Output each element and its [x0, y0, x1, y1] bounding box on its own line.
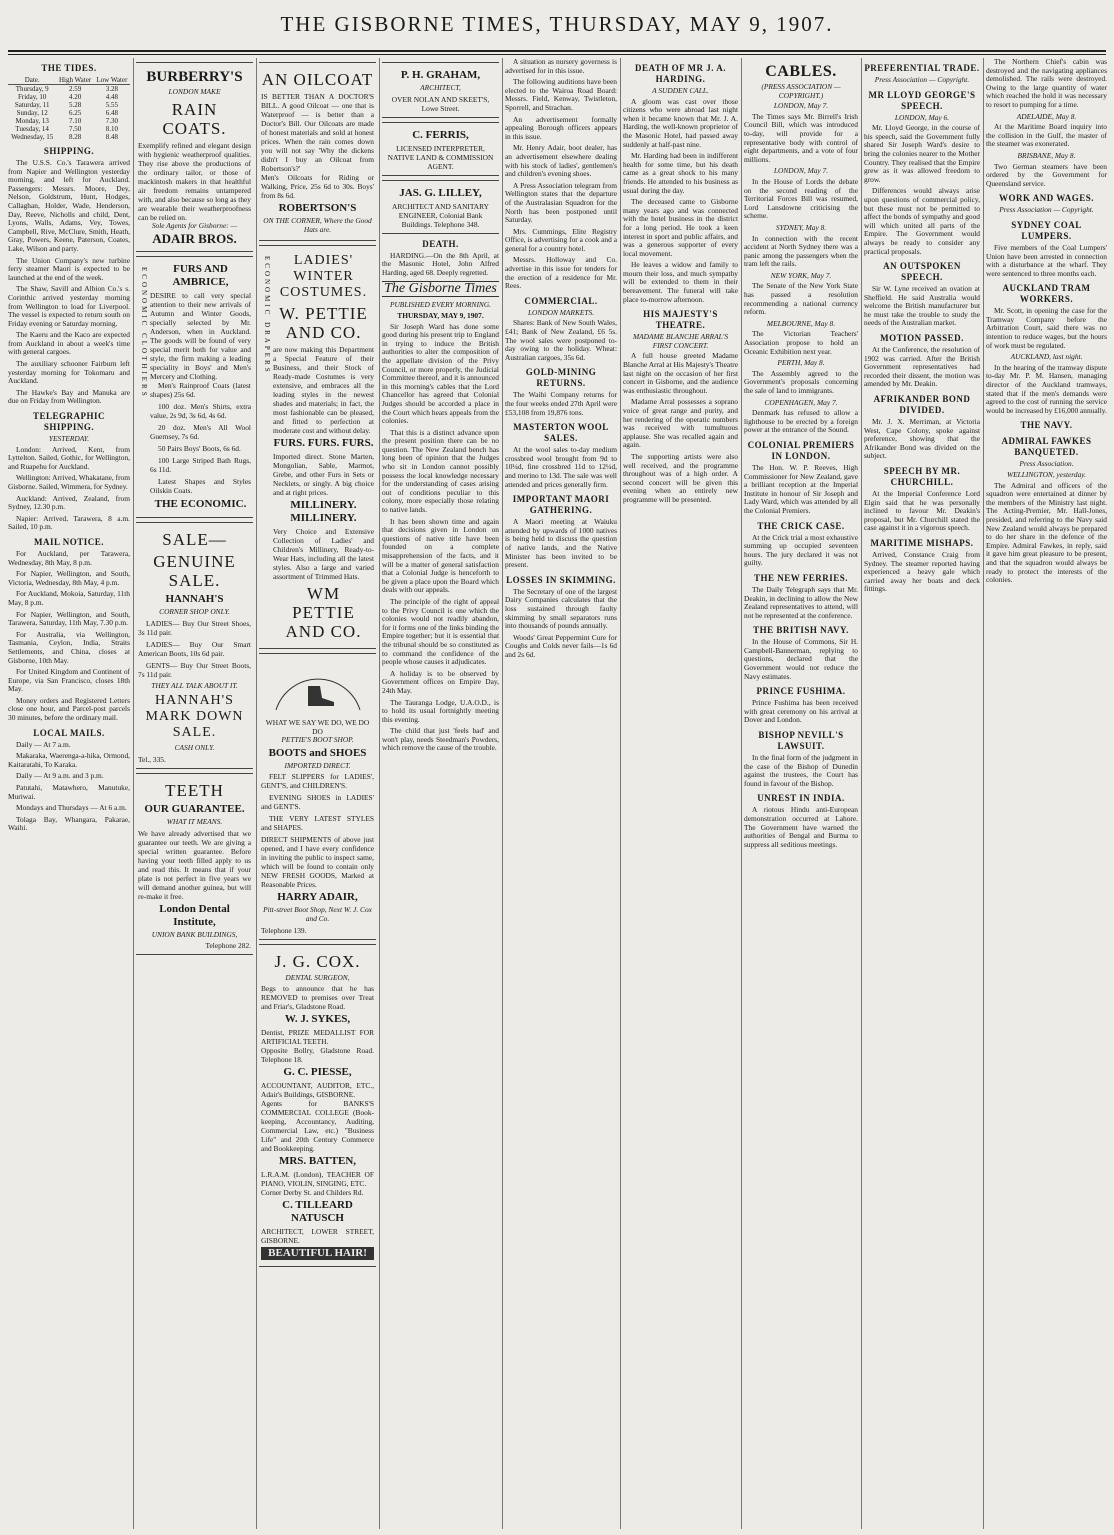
- column-rule: [502, 58, 503, 1529]
- column-2: [136, 58, 253, 1529]
- local-item: The following auditions have been elected to the Wairoa Road Board: Messrs. Field, Kenway, Twistleton, Sporrell, and Strachan.: [505, 77, 617, 112]
- editorial-paragraph: The principle of the right of appeal to the Privy Council is one which the colonies would not readily abandon, for it forms one of the links binding the Empire together; but it is essential that the tribunal should be so constituted as to command the confidence of the people whose causes it adjudicates.: [382, 596, 499, 667]
- tides-cell: Friday, 10: [18, 93, 47, 101]
- lloyd-heading: MR LLOYD GEORGE'S SPEECH.: [868, 89, 976, 111]
- afrikander-text: Mr. J. X. Merriman, at Victoria West, Cape Colony, spoke against preference, showing that the Afrikander Bond was divided on the subject.: [864, 417, 980, 461]
- tides-table: [8, 76, 130, 141]
- local-mail-line: Makaraka, Waerenga-a-hika, Ormond, Kaitaratahi, To Karaka.: [8, 751, 130, 769]
- fawkes-heading: ADMIRAL FAWKES BANQUETED.: [1001, 436, 1092, 458]
- clothiers-label: ECONOMIC CLOTHIERS: [140, 267, 148, 399]
- adelaide-text: At the Maritime Board inquiry into the collision in the Gulf, the master of the steamer was exonerated.: [986, 122, 1107, 149]
- boot-shop-ad: [259, 653, 376, 939]
- local-mails-heading: LOCAL MAILS.: [33, 727, 105, 738]
- local-item: A Press Association telegram from Wellington states that the departure of the Australasian Squadron for the North has been postponed until Saturday.: [505, 180, 617, 225]
- editorial-paragraph: It has been shown time and again that decisions given in London on questions of native title have been founded on a complete misapprehension of the facts, and it will be a matter of general satisfaction that a Colonial Judge is henceforth to be given a place upon the Board which deals with our appeals.: [382, 516, 499, 595]
- furs-list-item: 100 Large Striped Bath Rugs, 6s 11d.: [150, 456, 251, 475]
- hannah-list-item: LADIES— Buy Our Street Shoes, 3s 11d pair.: [138, 618, 251, 637]
- commercial-text: Shares: Bank of New South Wales, £41; Bank of New Zealand, £6 5s. The wool sales were postponed to-day owing to the holiday. Wheat: Australian cargoes, 35s 6d.: [505, 318, 617, 362]
- ferries-text: The Daily Telegraph says that Mr. Deakin, in declining to allow the New Zealand representatives to attend, will not be represented at the conference.: [744, 584, 858, 620]
- pettie-ad: [259, 245, 376, 649]
- graham-ad: [382, 62, 499, 118]
- ferris-heading: C. FERRIS,: [412, 128, 469, 141]
- preferential-heading: PREFERENTIAL TRADE.: [864, 63, 980, 73]
- masterton-heading: MASTERTON WOOL SALES.: [513, 422, 609, 444]
- pettie-text: are now making this Department a Special Feature of their Business, and their Stock of Ready-made Costumes is very extensive, and embraces all the leading styles in the newest shades and materials; in fact, the most fashionable can be pleased, and fitted to perfection at moderate cost and without delay.: [273, 345, 374, 436]
- batten-heading: MRS. BATTEN,: [278, 1155, 357, 1168]
- boot-slogan: WHAT WE SAY WE DO, WE DO DO: [265, 718, 370, 737]
- burberry-text: Exemplify refined and elegant design with hygienic weatherproof qualities. They rise above the productions of the ordinary tailor, or those of mackintosh makers in that healthful air freedom remains untampered with, and also because so long as they are wearable their weatherproofness can be relied on.: [138, 140, 251, 222]
- outspoken-text: Sir W. Lyne received an ovation at Sheffield. He said Australia would welcome the British manufacturer but he must take the trouble to study the needs of the Australian market.: [864, 284, 980, 328]
- furs-text: Imported direct. Stone Marten, Mongolian, Sable, Marmot, Grebe, and other Furs in Sets or Necklets, or singly. A big choice and at right prices.: [273, 452, 374, 498]
- markdown-tel: Tel., 335.: [138, 754, 166, 764]
- local-mail-line: Daily — At 9 a.m. and 3 p.m.: [16, 771, 104, 781]
- harding-paragraph: Mr. Harding had been in indifferent health for some time, but his death came as a great shock to his many friends. He attended to his business as usual during the day.: [623, 151, 738, 195]
- tides-row: [8, 109, 130, 117]
- markdown-sub: CASH ONLY.: [174, 743, 215, 753]
- tides-cell: 6.25: [68, 109, 82, 117]
- unrest-text: A riotous Hindu anti-European demonstration occurred at Lahore. The Government have warned the authorities of Bengal and Burma to suppress all seditious meetings.: [744, 805, 858, 849]
- burberry-agents: Sole Agents for Gisborne: —: [151, 220, 238, 230]
- boots-list-item: EVENING SHOES in LADIES' and GENT'S.: [261, 793, 374, 812]
- cable-dateline: PERTH, May 8.: [777, 358, 825, 368]
- harding-text: [623, 98, 738, 305]
- lilley-heading: JAS. G. LILLEY,: [399, 186, 482, 199]
- hannah-list-item: LADIES— Buy Our Smart American Boots, 10s 6d pair.: [138, 639, 251, 658]
- guarantee-text: We have already advertised that we guarantee our teeth. We are giving a special written guarantee. Before having your teeth filled apply to us and read this. It means that if your plate is not perfect in five years we will demand another guinea, but will re-make it free.: [138, 828, 251, 901]
- tides-row: [8, 93, 130, 101]
- tides-cell: Sunday, 12: [16, 109, 48, 117]
- navy-cable-heading: THE BRITISH NAVY.: [753, 625, 849, 636]
- column-rule: [379, 58, 380, 1529]
- mail-heading: MAIL NOTICE.: [33, 536, 104, 547]
- motion-heading: MOTION PASSED.: [880, 333, 964, 344]
- hannah-list-item: GENTS— Buy Our Street Boots, 7s 11d pair.: [138, 660, 251, 679]
- talk-text: THEY ALL TALK ABOUT IT.: [151, 680, 238, 690]
- cables-heading: CABLES.: [765, 63, 837, 80]
- afrikander-heading: AFRIKANDER BOND DIVIDED.: [873, 394, 971, 416]
- brisbane-text: Two German steamers have been ordered by the Government for Queensland service.: [986, 161, 1107, 188]
- piesse-heading: G. C. PIESSE,: [283, 1066, 352, 1079]
- shipping-paragraph: The Hawke's Bay and Manuka are due on Friday from Wellington.: [8, 387, 130, 406]
- ferris-ad: [382, 122, 499, 176]
- oilcoat-prices: Men's Oilcoats for Riding or Walking, Price, 25s 6d to 30s. Boys' from 8s 6d.: [261, 173, 374, 200]
- millinery-text: Very Choice and Extensive Collection of Ladies' and Children's Millinery, Ready-to-Wear Hats, including all the latest styles. Also a large and varied assortment of Trimmed Hats.: [273, 527, 374, 582]
- local-item: Mr. Henry Adair, boot dealer, has an advertisement elsewhere dealing with his stock of ladies', gentlemen's and children's evening shoes.: [505, 143, 617, 179]
- harding-paragraph: A gloom was cast over those citizens who were abroad last night when it became known that Mr. J. A. Harding, the well-known proprietor of the Masonic Hotel, had passed away suddenly at half-past nine.: [623, 96, 738, 149]
- losses-text: The Secretary of one of the largest Dairy Companies calculates that the loss sustained through faulty skimming by small separators runs into thousands of pounds annually.: [505, 586, 617, 631]
- oilcoat-text: IS BETTER THAN A DOCTOR'S BILL. A good Oilcoat — one that is Waterproof — is better than a Doctor's Bill. Our Oilcoats are made of honest materials and sold at honest prices. When the rain comes down you will not say 'Why the dickens didn't I buy an Oilcoat from Robertson's?': [261, 92, 374, 173]
- hannah-list: [138, 619, 251, 679]
- piesse-sub: ACCOUNTANT, AUDITOR, ETC., Adair's Buildings, GISBORNE.: [261, 1081, 374, 1100]
- lilley-ad: [382, 180, 499, 234]
- paper-title: The Gisborne Times: [382, 281, 499, 297]
- maori-heading: IMPORTANT MAORI GATHERING.: [512, 494, 610, 516]
- theatre-sub: MADAME BLANCHE ARRAL'S FIRST CONCERT.: [632, 332, 729, 350]
- cox-ad: [259, 944, 376, 1268]
- natusch-heading: C. TILLEARD NATUSCH: [282, 1199, 353, 1225]
- crick-text: At the Crick trial a most exhaustive summing up occupied seventeen hours. The jury declared it was not guilty.: [744, 532, 858, 568]
- tides-cell: 3.28: [105, 85, 119, 93]
- tides-row: [8, 125, 130, 133]
- local-mail-line: Patutahi, Matawhero, Manutuke, Muriwai.: [8, 783, 130, 801]
- cox-sub: DENTAL SURGEON,: [285, 972, 350, 982]
- local-item: Mrs. Cummings, Elite Registry Office, is advertising for a cook and a general for a country hotel.: [505, 226, 617, 253]
- fawkes-text: The Admiral and officers of the squadron were entertained at dinner by the members of the Ministry last night. The Acting-Premier, Mr. Hall-Jones, presided, and referring to the Navy said New Zealand would always be prepared to do her share in the defence of the Empire. Admiral Fawkes, in reply, said it gave him great pleasure to be present, and that the squadron would always be ready to protect the interests of the colonies.: [986, 480, 1107, 585]
- column-rule: [861, 58, 862, 1529]
- cable-text: The Times says Mr. Birrell's Irish Council Bill, which was introduced to-day, will provide for a representative body with control of eight departments, and a vote of four millions.: [744, 111, 858, 164]
- death-heading: DEATH.: [422, 238, 459, 249]
- adair-name: HARRY ADAIR,: [277, 891, 358, 904]
- theatre-heading: HIS MAJESTY'S THEATRE.: [643, 309, 718, 331]
- boots-list-item: THE VERY LATEST STYLES and SHAPES.: [261, 814, 374, 833]
- tides-cell: 7.30: [105, 117, 119, 125]
- column-9: [986, 58, 1107, 1529]
- cable-text: In the House of Lords the debate on the second reading of the Territorial Forces Bill was resumed, Lord Lansdowne criticising the scheme.: [744, 176, 858, 221]
- hannah-heading: HANNAH'S: [165, 593, 224, 606]
- cox-heading: J. G. COX.: [274, 951, 361, 971]
- lilley-sub: ARCHITECT AND SANITARY ENGINEER, Colonial Bank Buildings. Telephone 348.: [392, 201, 489, 229]
- telegraphic-paragraph: Wellington: Arrived, Whakatane, from Gisborne. Sailed, Wimmera, for Sydney.: [8, 473, 130, 491]
- furs-list-item: Men's Rainproof Coats (latest shapes) 25s 6d.: [150, 381, 251, 400]
- mail-paragraph: For Auckland, Mokoia, Saturday, 11th May, 8 p.m.: [8, 589, 130, 607]
- tides-cell: 4.20: [68, 93, 82, 101]
- masthead-rule: [8, 50, 1106, 55]
- adair-address: Pitt-street Boot Shop, Next W. J. Cox and Co.: [263, 905, 372, 923]
- tides-cell: Tuesday, 14: [15, 125, 49, 133]
- fushimi-text: Prince Fushima has been received with great ceremony on his arrival at Dover and London.: [744, 698, 858, 725]
- death-text: HARDING.—On the 8th April, at the Masonic Hotel, John Alfred Harding, aged 68. Deeply regretted.: [382, 250, 499, 277]
- tides-row: [8, 117, 130, 125]
- mail-paragraph: For Napier, Wellington, and South, Tarawera, Saturday, 11th May, 7.30 p.m.: [8, 609, 130, 628]
- furs-heading: FURS. FURS. FURS.: [273, 437, 374, 450]
- masthead-title: THE GISBORNE TIMES, THURSDAY, MAY 9, 1907.: [280, 12, 834, 36]
- guarantee-sub: WHAT IT MEANS.: [166, 816, 223, 826]
- harding-paragraph: The deceased came to Gisborne many years ago and was connected with the hotel business in the district for a long period. He took a keen interest in sport and public affairs, and was a generous supporter of every local movement.: [623, 197, 738, 258]
- tides-cell: 7.10: [68, 117, 82, 125]
- local-mail-line: Mondays and Thursdays — At 6 a.m.: [16, 803, 127, 813]
- sykes-address: Opposite Bollry, Gladstone Road. Telephone 18.: [261, 1046, 374, 1065]
- shipping-paragraph: The auxiliary schooner Fairburn left yesterday morning for Tokomaru and Auckland.: [8, 359, 130, 386]
- markdown-heading: HANNAH'S MARK DOWN SALE.: [145, 693, 244, 741]
- economic-label: THE ECONOMIC.: [154, 498, 247, 511]
- sale-heading: SALE—: [162, 530, 227, 550]
- mail-paragraph: Money orders and Registered Letters close one hour, and Parcel-post parcels 30 minutes, before the ordinary mail.: [8, 695, 130, 723]
- column-rule: [620, 58, 621, 1529]
- telegraphic-paragraph: Auckland: Arrived, Zealand, from Sydney, 12.30 p.m.: [8, 493, 130, 512]
- cable-dateline: SYDNEY, May 8.: [775, 222, 827, 232]
- tides-column-header: Low Water: [94, 76, 130, 85]
- motion-text: At the Conference, the resolution of 1902 was carried. After the British Government representatives had recorded their dissent, the motion was amended by Mr. Deakin.: [864, 345, 980, 389]
- telegraphic-paragraph: London: Arrived, Kent, from Lyttelton. Sailed, Gothic, for Wellington, and Ruapehu for Auckland.: [8, 444, 130, 471]
- cable-dateline: NEW YORK, May 7.: [770, 270, 832, 280]
- guarantee-heading: OUR GUARANTEE.: [144, 802, 245, 815]
- commercial-sub: LONDON MARKETS.: [527, 307, 595, 317]
- column-rule: [983, 58, 984, 1529]
- beautiful-hair-label: BEAUTIFUL HAIR!: [261, 1247, 374, 1260]
- mail-paragraph: For Australia, via Wellington, Tasmania, Ceylon, India, Straits Settlements, and China, closes at Gisborne, 10th May.: [8, 629, 130, 665]
- gold-text: The Waihi Company returns for the four weeks ended 27th April were £53,108 from 19,876 tons.: [505, 390, 617, 417]
- column-6: [623, 58, 738, 1529]
- tides-cell: 5.55: [105, 101, 119, 109]
- telegraphic-text: [8, 446, 130, 532]
- outspoken-heading: AN OUTSPOKEN SPEECH.: [883, 261, 961, 283]
- maritime-text: Arrived, Constance Craig from Sydney. The steamer reported having experienced a heavy gale which carried away her boats and deck fittings.: [864, 549, 980, 594]
- column-4: [382, 58, 499, 1529]
- boots-sub: IMPORTED DIRECT.: [284, 760, 351, 770]
- mail-paragraph: For United Kingdom and Continent of Europe, via San Francisco, closes 18th May.: [8, 667, 130, 694]
- institute-tel: Telephone 282.: [205, 941, 251, 951]
- nevill-heading: BISHOP NEVILL'S LAWSUIT.: [758, 730, 844, 752]
- sykes-sub: Dentist, PRIZE MEDALLIST FOR ARTIFICIAL TEETH.: [261, 1028, 374, 1047]
- sykes-heading: W. J. SYKES,: [284, 1013, 351, 1026]
- batten-address: Corner Derby St. and Childers Rd.: [261, 1188, 364, 1198]
- tides-cell: 5.28: [68, 101, 82, 109]
- graham-sub: ARCHITECT,: [420, 83, 461, 92]
- tides-cell: Thursday, 9: [15, 85, 49, 93]
- harding-heading: DEATH OF MR J. A. HARDING.: [635, 63, 726, 84]
- shipping-heading: SHIPPING.: [43, 146, 95, 156]
- tides-cell: 2.59: [68, 85, 82, 93]
- harding-sub: A SUDDEN CALL.: [652, 86, 709, 95]
- shipping-paragraph: The Shaw, Savill and Albion Co.'s s. Corinthic arrived yesterday morning from Wellington to load for Liverpool. The vessel is expected to return south on Friday evening or Saturday morning.: [8, 284, 130, 328]
- cable-dateline: COPENHAGEN, May 7.: [764, 397, 838, 407]
- auckland-heading: AUCKLAND TRAM WORKERS.: [1002, 283, 1091, 305]
- masterton-text: At the wool sales to-day medium crossbred wool brought from 9d to 10¼d, fine crossbred 11d to 12¼d, and merino to 13d. The sale was well attended and prices generally firm.: [505, 445, 617, 489]
- lloyd-text: [864, 124, 980, 256]
- theatre-paragraph: Madame Arral possesses a soprano voice of great range and purity, and her rendering of the operatic numbers was received with tumultuous applause. She was recalled again and again.: [623, 397, 738, 450]
- lead-text: A situation as nursery governess is advertised for in this issue.: [505, 58, 617, 75]
- drapers-label: ECONOMIC DRAPERS: [263, 256, 271, 375]
- hannah-sub: CORNER SHOP ONLY.: [159, 607, 230, 617]
- tides-cell: 8.10: [105, 125, 119, 133]
- oilcoat-ad: [259, 62, 376, 241]
- oilcoat-heading: AN OILCOAT: [261, 70, 374, 89]
- lloyd-paragraph: Mr. Lloyd George, in the course of his speech, said the Government fully shared Sir Joseph Ward's desire to bring the colonies nearer to the Mother Country. They realised that the Empire grew as it was allowed freedom to grow.: [864, 123, 980, 184]
- local-item: Messrs. Holloway and Co. advertise in this issue for tenders for the erection of a residence for Mr. Rees.: [505, 255, 617, 291]
- tides-cell: Monday, 13: [15, 117, 49, 125]
- tides-heading: THE TIDES.: [41, 63, 97, 73]
- furs-ambrice-ad: [136, 256, 253, 518]
- furs-list-item: 50 Pairs Boys' Boots, 6s 6d.: [158, 444, 241, 454]
- fawkes-dateline: WELLINGTON, yesterday.: [1006, 470, 1087, 479]
- tides-row: [8, 101, 130, 109]
- boot-caption: PETTIE'S BOOT SHOP.: [281, 735, 354, 745]
- furs-ambrice-heading: FURS AND AMBRICE,: [172, 263, 229, 289]
- losses-heading: LOSSES IN SKIMMING.: [506, 574, 616, 585]
- dateline: THURSDAY, MAY 9, 1907.: [397, 310, 484, 320]
- burberry-brand: BURBERRY'S: [146, 69, 243, 85]
- mail-paragraph: For Napier, Wellington, and South, Victoria, Wednesday, 8th May, 4 p.m.: [8, 569, 130, 587]
- furs-list-item: 20 doz. Men's All Wool Guernsey, 7s 6d.: [150, 423, 251, 442]
- institute-address: UNION BANK BUILDINGS,: [151, 929, 238, 939]
- editorial-paragraph: Sir Joseph Ward has done some good during his present trip to England in trying to induce the British authorities to alter the composition of the appellate division of the Privy Council, or more properly, the Judicial Committee thereof, and it is announced in this morning's cables that the Lord Chancellor has agreed that Colonial Judges should be accorded a place in the Court which hears appeals from the colonies.: [382, 321, 499, 426]
- harding-paragraph: He leaves a widow and family to mourn their loss, and much sympathy will be extended to them in their bereavement. The funeral will take place to-morrow afternoon.: [623, 260, 738, 304]
- editorial-paragraph: A holiday is to be observed by Government offices on Empire Day, 24th May.: [382, 668, 499, 695]
- column-5: [505, 58, 617, 1529]
- premiers-heading: COLONIAL PREMIERS IN LONDON.: [747, 439, 855, 461]
- work-sub: Press Association — Copyright.: [999, 205, 1094, 215]
- sale-sub: GENUINE SALE.: [153, 552, 236, 591]
- fushimi-heading: PRINCE FUSHIMA.: [756, 686, 846, 697]
- cable-dateline: MELBOURNE, May 8.: [766, 318, 836, 328]
- shipping-text: [8, 159, 130, 406]
- column-7: [744, 58, 858, 1529]
- tides-cell: 4.48: [105, 93, 119, 101]
- natusch-sub: ARCHITECT, LOWER STREET, GISBORNE.: [261, 1227, 374, 1246]
- burberry-ad: [136, 62, 253, 252]
- editorial: [382, 323, 499, 754]
- column-rule: [133, 58, 134, 1529]
- oilcoat-seller-sub: ON THE CORNER, Where the Good Hats are.: [263, 216, 372, 234]
- tides-cell: Saturday, 11: [14, 101, 50, 109]
- coal-text: Five members of the Coal Lumpers' Union have been arrested in connection with a disturbance at the wharf. They were sentenced to three months each.: [986, 242, 1107, 278]
- piesse-text: Agents for BANKS'S COMMERCIAL COLLEGE (Book-keeping, Accountancy, Auditing, Commercial Law, etc.) "Business Life" and 20th Century Commerce and Bookkeeping.: [261, 1099, 374, 1154]
- boots-text: DIRECT SHIPMENTS of above just opened, and I have every confidence in inviting the public to inspect same, which will be found to contain only NEW FRESH GOODS, Marked at Reasonable Prices.: [261, 835, 374, 890]
- boots-list-item: FELT SLIPPERS for LADIES', GENT'S, and CHILDREN'S.: [261, 772, 374, 791]
- millinery-heading: MILLINERY. MILLINERY.: [290, 499, 357, 525]
- boots-heading: BOOTS and SHOES: [268, 746, 367, 759]
- local-item: An advertisement formally appealing Borough officers appears in this issue.: [505, 114, 617, 141]
- cable-text: In connection with the recent accident at North Sydney there was a panic among the passengers when the tram left the rails.: [744, 233, 858, 269]
- burberry-agent-name: ADAIR BROS.: [152, 231, 237, 247]
- oilcoat-seller: ROBERTSON'S: [278, 202, 357, 214]
- furs-list-item: Latest Shapes and Styles Oilskin Coats.: [150, 477, 251, 496]
- lloyd-paragraph: Differences would always arise upon questions of commercial policy, but these must not be permitted to affect the bonds of sympathy and good will which united all parts of the Empire. The Government would always be ready to consider any practical proposals.: [864, 186, 980, 256]
- ferris-sub: LICENSED INTERPRETER, NATIVE LAND & COMMISSION AGENT.: [387, 143, 494, 171]
- teeth-heading: TEETH: [165, 780, 224, 800]
- cable-dateline: LONDON, May 7.: [773, 101, 829, 111]
- tides-cell: 7.50: [68, 125, 82, 133]
- preferential-sub: Press Association — Copyright.: [874, 75, 970, 84]
- tides-row: [8, 133, 130, 141]
- tides-column-header: High Water: [56, 76, 93, 85]
- boot-icon: [308, 686, 334, 706]
- auckland-text-2: In the hearing of the tramway dispute to-day Mr. P. M. Hansen, managing director of the Auckland tramways, stated that if the men's demands were agreed to the cost of running the service would be increased by £16,000 annually.: [986, 362, 1107, 415]
- theatre-paragraph: The supporting artists were also well received, and the programme throughout was of a high order. A second concert will be given this evening when an entirely new programme will be presented.: [623, 451, 738, 504]
- column-rule: [256, 58, 257, 1529]
- brisbane-dateline: BRISBANE, May 8.: [1017, 150, 1076, 160]
- teeth-ad: [136, 773, 253, 955]
- ferries-heading: THE NEW FERRIES.: [753, 572, 849, 583]
- adelaide-dateline: ADELAIDE, May 8.: [1016, 111, 1077, 121]
- adair-tel: Telephone 139.: [261, 925, 307, 935]
- col9-lead-text: The Northern Chief's cabin was destroyed and the navigating appliances demolished. The rails were destroyed. Owing to the large quantity of water which reached the hold it was necessary to resort to pumping for a time.: [986, 58, 1107, 109]
- column-rule: [741, 58, 742, 1529]
- gold-heading: GOLD-MINING RETURNS.: [525, 367, 597, 389]
- theatre-text: [623, 352, 738, 504]
- maori-text: A Maori meeting at Waiuku attended by upwards of 1000 natives is being held to discuss the question of native lands, and the Native Minister has been invited to be present.: [505, 517, 617, 570]
- coal-heading: SYDNEY COAL LUMPERS.: [1011, 219, 1082, 241]
- lloyd-dateline: LONDON, May 6.: [894, 112, 950, 122]
- tides-cell: Wednesday, 15: [11, 133, 54, 141]
- local-mail-line: Tolaga Bay, Whangara, Pakarae, Waihi.: [8, 814, 130, 833]
- tides-column-header: Date.: [8, 76, 56, 85]
- commercial-heading: COMMERCIAL.: [524, 295, 598, 306]
- auckland-text: Mr. Scott, in opening the case for the Tramway Company before the Arbitration Court, said there was no intention to reduce wages, but the hours of work must be regulated.: [986, 306, 1107, 350]
- furs-ambrice-list: [150, 381, 251, 495]
- shipping-paragraph: The Union Company's new turbine ferry steamer Maori is expected to be launched at the end of the week.: [8, 255, 130, 282]
- graham-heading: P. H. GRAHAM,: [400, 69, 481, 81]
- cable-text: The Assembly agreed to the Government's proposals concerning the sale of land to immigrants.: [744, 368, 858, 395]
- mail-paragraph: For Auckland, per Tarawera, Wednesday, 8th May, 8 p.m.: [8, 548, 130, 567]
- woods-text: Woods' Great Peppermint Cure for Coughs and Colds never fails—1s 6d and 2s 6d.: [505, 632, 617, 659]
- cable-text: Denmark has refused to allow a lighthouse to be erected by a foreign power at the entrance of the Sound.: [744, 408, 858, 435]
- editorial-paragraph: That this is a distinct advance upon the present position there can be no question. The New Zealand bench has long been of opinion that the Judges who sit in London cannot possibly possess the local knowledge necessary for the understanding of cases arising out of conditions peculiar to this colony, more especially those relating to native lands.: [382, 427, 499, 515]
- burberry-product: RAIN COATS.: [162, 99, 227, 138]
- tides-row: [8, 85, 130, 94]
- boot-shop-emblem: [268, 660, 368, 716]
- cables-items: [744, 102, 858, 435]
- telegraphic-heading: TELEGRAPHIC SHIPPING.: [32, 411, 105, 433]
- pettie-heading: W. PETTIE AND CO.: [279, 304, 368, 343]
- maritime-heading: MARITIME MISHAPS.: [870, 537, 974, 548]
- crick-heading: THE CRICK CASE.: [757, 520, 845, 531]
- tides-cell: 8.48: [105, 133, 119, 141]
- sale-ad: [136, 522, 253, 769]
- institute-name: London Dental Institute,: [159, 902, 230, 928]
- telegraphic-sub: YESTERDAY.: [48, 434, 90, 444]
- unrest-heading: UNREST IN INDIA.: [757, 793, 845, 804]
- local-items: [505, 78, 617, 291]
- editorial-paragraph: The child that just 'feels bad' and won't play, needs Steedman's Powders, which remove the cause of the trouble.: [382, 726, 499, 753]
- tides-cell: 8.28: [68, 133, 82, 141]
- nevill-text: In the final form of the judgment in the case of the Bishop of Dunedin against the trustees, the Court has found in favour of the Bishop.: [744, 753, 858, 788]
- cable-dateline: LONDON, May 7.: [773, 166, 829, 176]
- theatre-paragraph: A full house greeted Madame Blanche Arral at His Majesty's Theatre last night on the occasion of her first concert in Gisborne, and the audience was enthusiastic throughout.: [623, 351, 738, 395]
- paper-sub: PUBLISHED EVERY MORNING.: [389, 300, 492, 310]
- graham-address: OVER NOLAN AND SKEET'S, Lowe Street.: [391, 94, 490, 113]
- shipping-paragraph: The U.S.S. Co.'s Tarawera arrived from Napier and Wellington yesterday morning, and left for Auckland. Passengers: Messrs. Moore, Dey, Nelson, Goldstrum, Hunt, Hodges, Callaghan, Holder, Wade, Henderson, Day, Reeve, Nicholls and child, Dent, Lyons, Walls, Adams, Vey, Towes, Campbell, Rive, McClure, Smith, Heath, Gray, Powers, Keene, Paterson, Coates, Lake, Wilson and party.: [8, 158, 130, 253]
- telegraphic-paragraph: Napier: Arrived, Tarawera, 8 a.m. Sailed, 10 p.m.: [8, 513, 130, 532]
- work-heading: WORK AND WAGES.: [998, 193, 1095, 204]
- editorial-paragraph: The Tauranga Lodge, U.A.O.D., is to hold its usual fortnightly meeting this evening.: [382, 697, 499, 724]
- boots-list: [261, 772, 374, 832]
- local-mails-text: [8, 741, 130, 833]
- cable-text: The Senate of the New York State has passed a resolution recommending a national currency reform.: [744, 281, 858, 317]
- burberry-make: LONDON MAKE: [168, 87, 221, 96]
- column-8: [864, 58, 980, 1529]
- auckland-dateline: AUCKLAND, last night.: [1010, 352, 1083, 362]
- churchill-heading: SPEECH BY MR. CHURCHILL.: [883, 466, 961, 487]
- furs-ambrice-text: DESIRE to call very special attention to their new arrivals of Autumn and Winter Goods, specially selected by Mr. Anderson, when in Auckland. The goods will be found of very special merit both for value and style, the firm making a leading speciality in Boys' and Men's Mercery and Clothing.: [150, 291, 251, 382]
- masthead: [0, 0, 1114, 50]
- column-3: [259, 58, 376, 1529]
- mail-text: [8, 550, 130, 723]
- premiers-text: The Hon. W. P. Reeves, High Commissioner for New Zealand, gave a brilliant reception at the Imperial Institute in honour of Sir Joseph and Lady Ward, which was attended by all the Colonial Premiers.: [744, 462, 858, 515]
- navy-heading: THE NAVY.: [1020, 420, 1073, 431]
- column-1: [8, 58, 130, 1529]
- churchill-text: At the Imperial Conference Lord Elgin said that he was personally inclined to favour Mr. Deakin's proposal, but Mr. Churchill stated the case against it in a vigorous speech.: [864, 489, 980, 533]
- navy-cable-text: In the House of Commons, Sir H. Campbell-Bannerman, replying to questions, declared that the Government would not reduce the Navy estimates.: [744, 637, 858, 681]
- local-mail-line: Daily — At 7 a.m.: [16, 739, 71, 749]
- cox-text: Begs to announce that he has REMOVED to premises over Treat and Friar's, Gladstone Road.: [261, 984, 374, 1012]
- furs-list-item: 100 doz. Men's Shirts, extra value, 2s 9d, 3s 6d, 4s 6d.: [150, 402, 251, 421]
- tides-cell: 6.48: [105, 109, 119, 117]
- fawkes-sub: Press Association.: [1019, 459, 1074, 469]
- batten-sub: L.R.A.M. (London), TEACHER OF PIANO, VIOLIN, SINGING, ETC.: [261, 1170, 374, 1189]
- ladies-heading: LADIES' WINTER COSTUMES.: [279, 253, 368, 301]
- cable-text: The Victorian Teachers' Association propose to hold an Oceanic Exhibition next year.: [744, 329, 858, 356]
- shipping-paragraph: The Kaeru and the Kaco are expected from Auckland in about a week's time with general cargoes.: [8, 330, 130, 357]
- cables-sub: (PRESS ASSOCIATION — COPYRIGHT.): [761, 82, 841, 100]
- pettie2-heading: WM PETTIE AND CO.: [285, 584, 362, 642]
